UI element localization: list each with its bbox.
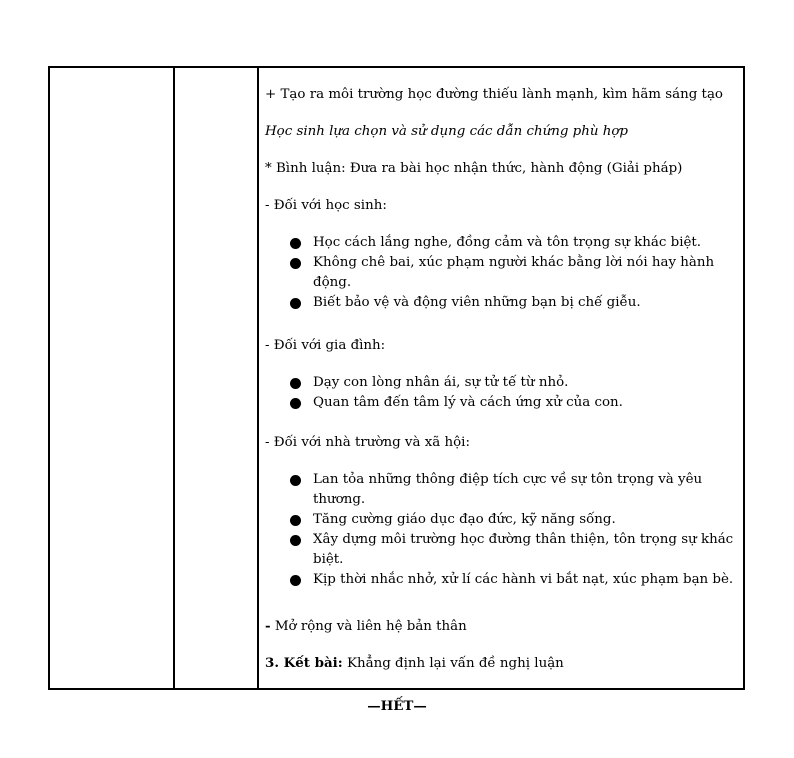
bullet-icon xyxy=(290,378,301,389)
table-column-score xyxy=(175,68,259,688)
bullet-icon xyxy=(290,535,301,546)
school-heading: - Đối với nhà trường và xã hội: xyxy=(265,435,470,450)
list-item: Học cách lắng nghe, đồng cảm và tôn trọng sự khác biệt. xyxy=(265,233,740,253)
content-line-evidence-note: Học sinh lựa chọn và sử dụng các dẫn chứng phù hợp xyxy=(265,124,629,139)
students-heading: - Đối với học sinh: xyxy=(265,198,387,213)
end-mark: —HẾT— xyxy=(367,698,427,714)
list-item: Quan tâm đến tâm lý và cách ứng xử của con. xyxy=(265,393,740,413)
list-item: Không chê bai, xúc phạm người khác bằng lời nói hay hành động. xyxy=(265,253,740,293)
family-heading: - Đối với gia đình: xyxy=(265,338,386,353)
students-list xyxy=(265,233,740,313)
list-item: Xây dựng môi trường học đường thân thiện, tôn trọng sự khác biệt. xyxy=(265,530,740,570)
bullet-icon xyxy=(290,238,301,249)
answer-table xyxy=(48,66,745,690)
list-item: Lan tỏa những thông điệp tích cực về sự tôn trọng và yêu thương. xyxy=(265,470,740,510)
list-item: Dạy con lòng nhân ái, sự tử tế từ nhỏ. xyxy=(265,373,740,393)
bullet-icon xyxy=(290,298,301,309)
school-list xyxy=(265,470,740,590)
extend-line: - Mở rộng và liên hệ bản thân xyxy=(265,618,467,634)
list-item: Tăng cường giáo dục đạo đức, kỹ năng sống. xyxy=(265,510,740,530)
content-line-commentary: * Bình luận: Đưa ra bài học nhận thức, hành động (Giải pháp) xyxy=(265,161,683,176)
family-list xyxy=(265,373,740,413)
bullet-icon xyxy=(290,398,301,409)
list-item: Kịp thời nhắc nhở, xử lí các hành vi bắt nạt, xúc phạm bạn bè. xyxy=(265,570,740,590)
content-line-consequence: + Tạo ra môi trường học đường thiếu lành mạnh, kìm hãm sáng tạo xyxy=(265,87,723,102)
table-column-part xyxy=(50,68,175,688)
conclusion-line: 3. Kết bài: Khẳng định lại vấn đề nghị luận xyxy=(265,655,564,671)
table-column-content xyxy=(259,68,743,688)
list-item: Biết bảo vệ và động viên những bạn bị chế giễu. xyxy=(265,293,740,313)
bullet-icon xyxy=(290,258,301,269)
bullet-icon xyxy=(290,575,301,586)
bullet-icon xyxy=(290,475,301,486)
bullet-icon xyxy=(290,515,301,526)
